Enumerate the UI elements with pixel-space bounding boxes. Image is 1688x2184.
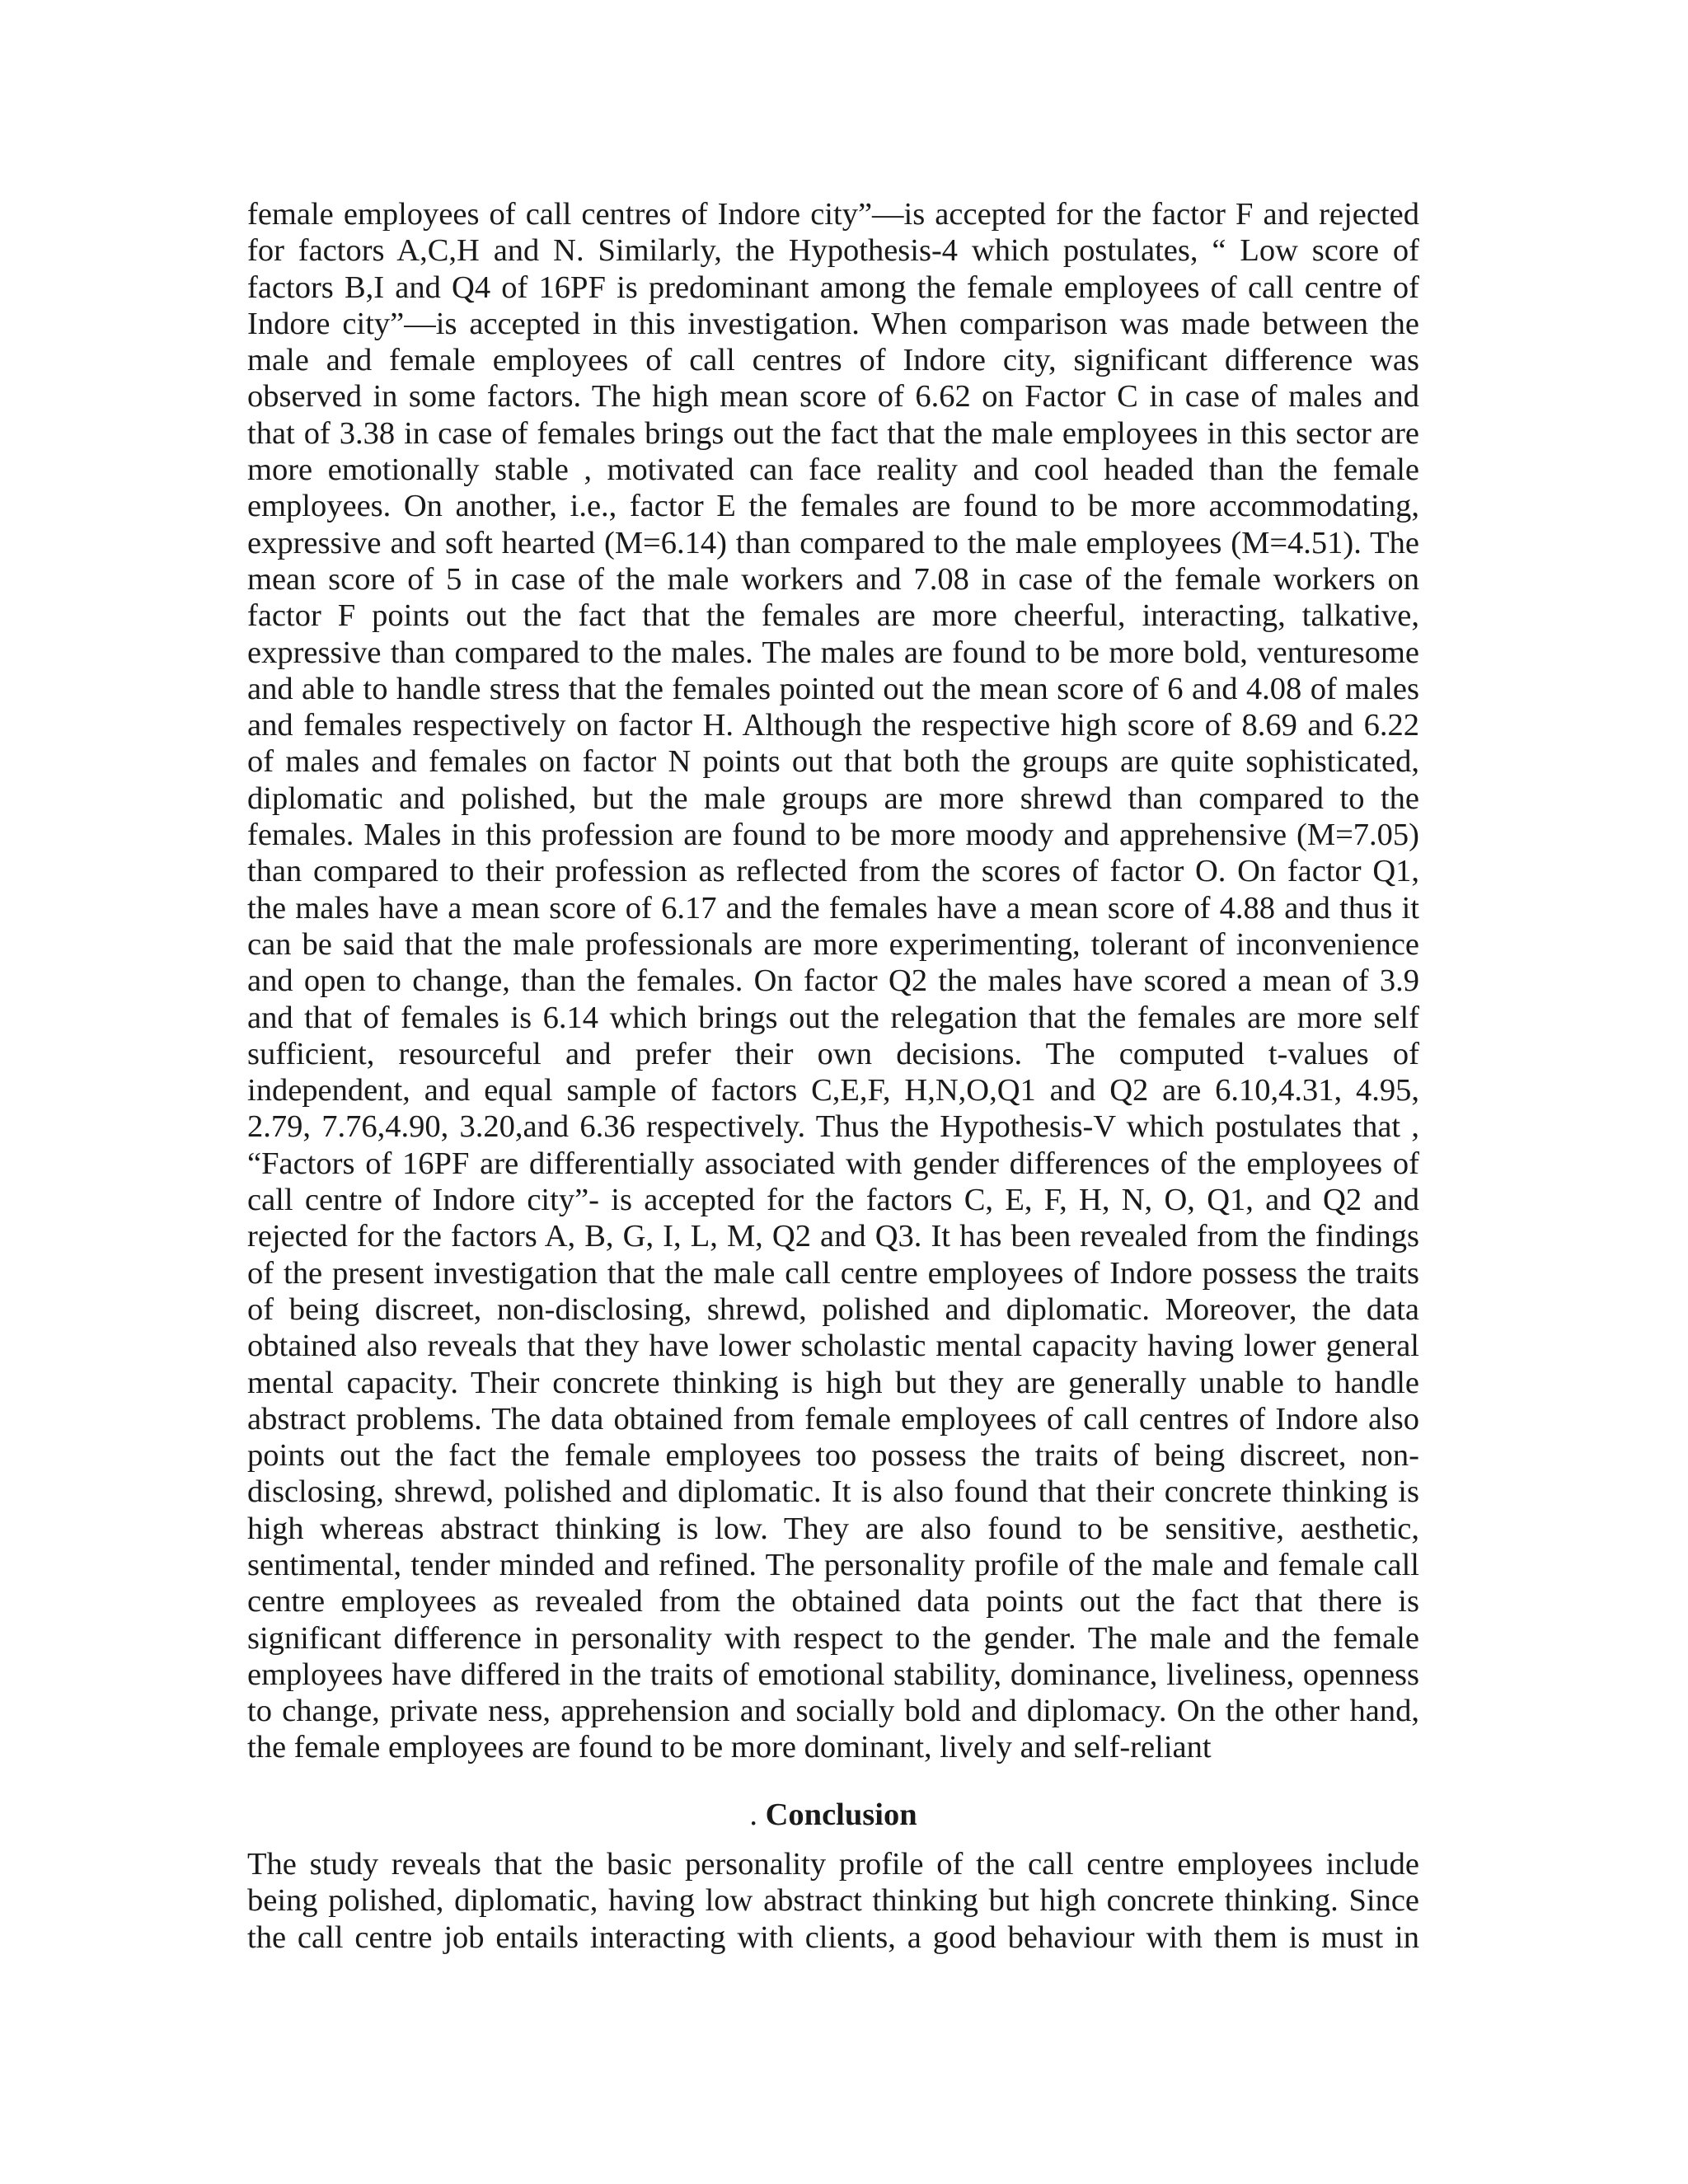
text-line: more emotionally stable , motivated can face reality and cool headed than the female — [247, 452, 1419, 488]
text-line: call centre of Indore city”- is accepted for the factors C, E, F, H, N, O, Q1, and Q2 and — [247, 1183, 1419, 1218]
text-line: high whereas abstract thinking is low. They are also found to be sensitive, aesthetic, — [247, 1511, 1419, 1546]
text-line: factor F points out the fact that the females are more cheerful, interacting, talkative, — [247, 598, 1419, 634]
text-line: diplomatic and polished, but the male groups are more shrewd than compared to the — [247, 780, 1419, 816]
text-line: and that of females is 6.14 which brings out the relegation that the females are more self — [247, 1000, 1419, 1035]
text-line: abstract problems. The data obtained from female employees of call centres of Indore also — [247, 1401, 1419, 1436]
conclusion-paragraph — [247, 1846, 1419, 1956]
text-line: Indore city”—is accepted in this investigation. When comparison was made between the — [247, 306, 1419, 341]
text-line: male and female employees of call centres of Indore city, significant difference was — [247, 343, 1419, 378]
body-paragraph — [247, 196, 1419, 1766]
text-line: independent, and equal sample of factors C,E,F, H,N,O,Q1 and Q2 are 6.10,4.31, 4.95, — [247, 1073, 1419, 1108]
text-line: factors B,I and Q4 of 16PF is predominant among the female employees of call centre of — [247, 269, 1419, 305]
heading-prefix: . — [749, 1797, 766, 1832]
text-line: observed in some factors. The high mean score of 6.62 on Factor C in case of males and — [247, 379, 1419, 415]
text-line: being polished, diplomatic, having low abstract thinking but high concrete thinking. Since — [247, 1883, 1419, 1919]
text-line: mean score of 5 in case of the male workers and 7.08 in case of the female workers on — [247, 561, 1419, 597]
text-line: 2.79, 7.76,4.90, 3.20,and 6.36 respectively. Thus the Hypothesis-V which postulates that , — [247, 1109, 1419, 1145]
text-line: can be said that the male professionals are more experimenting, tolerant of inconvenience — [247, 926, 1419, 962]
text-line: employees have differed in the traits of emotional stability, dominance, liveliness, openness — [247, 1657, 1419, 1692]
text-line: that of 3.38 in case of females brings out the fact that the male employees in this sector are — [247, 415, 1419, 451]
text-line: significant difference in personality with respect to the gender. The male and the female — [247, 1620, 1419, 1656]
text-line: and open to change, than the females. On factor Q2 the males have scored a mean of 3.9 — [247, 963, 1419, 999]
text-line: points out the fact the female employees too possess the traits of being discreet, non- — [247, 1438, 1419, 1474]
text-line: female employees of call centres of Indore city”—is accepted for the factor F and rejected — [247, 197, 1419, 232]
text-line: expressive than compared to the males. The males are found to be more bold, venturesome — [247, 635, 1419, 670]
text-line: the males have a mean score of 6.17 and the females have a mean score of 4.88 and thus it — [247, 890, 1419, 926]
text-line: to change, private ness, apprehension and socially bold and diplomacy. On the other hand, — [247, 1694, 1419, 1729]
text-line: and females respectively on factor H. Although the respective high score of 8.69 and 6.22 — [247, 708, 1419, 743]
text-line: of males and females on factor N points out that both the groups are quite sophisticated, — [247, 744, 1419, 780]
text-line: obtained also reveals that they have lower scholastic mental capacity having lower general — [247, 1329, 1419, 1364]
text-line: the female employees are found to be more dominant, lively and self-reliant — [247, 1730, 1212, 1765]
text-line: disclosing, shrewd, polished and diplomatic. It is also found that their concrete thinking is — [247, 1474, 1419, 1510]
text-line: for factors A,C,H and N. Similarly, the Hypothesis-4 which postulates, “ Low score of — [247, 233, 1419, 269]
heading-title: Conclusion — [765, 1797, 917, 1832]
text-line: of the present investigation that the male call centre employees of Indore possess the traits — [247, 1255, 1419, 1291]
text-line: females. Males in this profession are found to be more moody and apprehensive (M=7.05) — [247, 818, 1419, 853]
conclusion-heading — [247, 1797, 1419, 1833]
text-line: and able to handle stress that the females pointed out the mean score of 6 and 4.08 of males — [247, 671, 1419, 706]
text-line: of being discreet, non-disclosing, shrewd, polished and diplomatic. Moreover, the data — [247, 1291, 1419, 1327]
text-line: mental capacity. Their concrete thinking is high but they are generally unable to handle — [247, 1365, 1419, 1400]
text-line: the call centre job entails interacting with clients, a good behaviour with them is must in — [247, 1919, 1419, 1955]
text-line: rejected for the factors A, B, G, I, L, M, Q2 and Q3. It has been revealed from the findings — [247, 1219, 1419, 1254]
text-line: employees. On another, i.e., factor E the females are found to be more accommodating, — [247, 489, 1419, 524]
text-line: sentimental, tender minded and refined. The personality profile of the male and female call — [247, 1547, 1419, 1582]
text-line: The study reveals that the basic personality profile of the call centre employees include — [247, 1847, 1419, 1882]
text-line: expressive and soft hearted (M=6.14) than compared to the male employees (M=4.51). The — [247, 525, 1419, 560]
text-line: centre employees as revealed from the obtained data points out the fact that there is — [247, 1584, 1419, 1619]
text-line: sufficient, resourceful and prefer their own decisions. The computed t-values of — [247, 1036, 1419, 1071]
text-line: “Factors of 16PF are differentially associated with gender differences of the employees of — [247, 1146, 1419, 1181]
text-line: than compared to their profession as reflected from the scores of factor O. On factor Q1, — [247, 854, 1419, 889]
